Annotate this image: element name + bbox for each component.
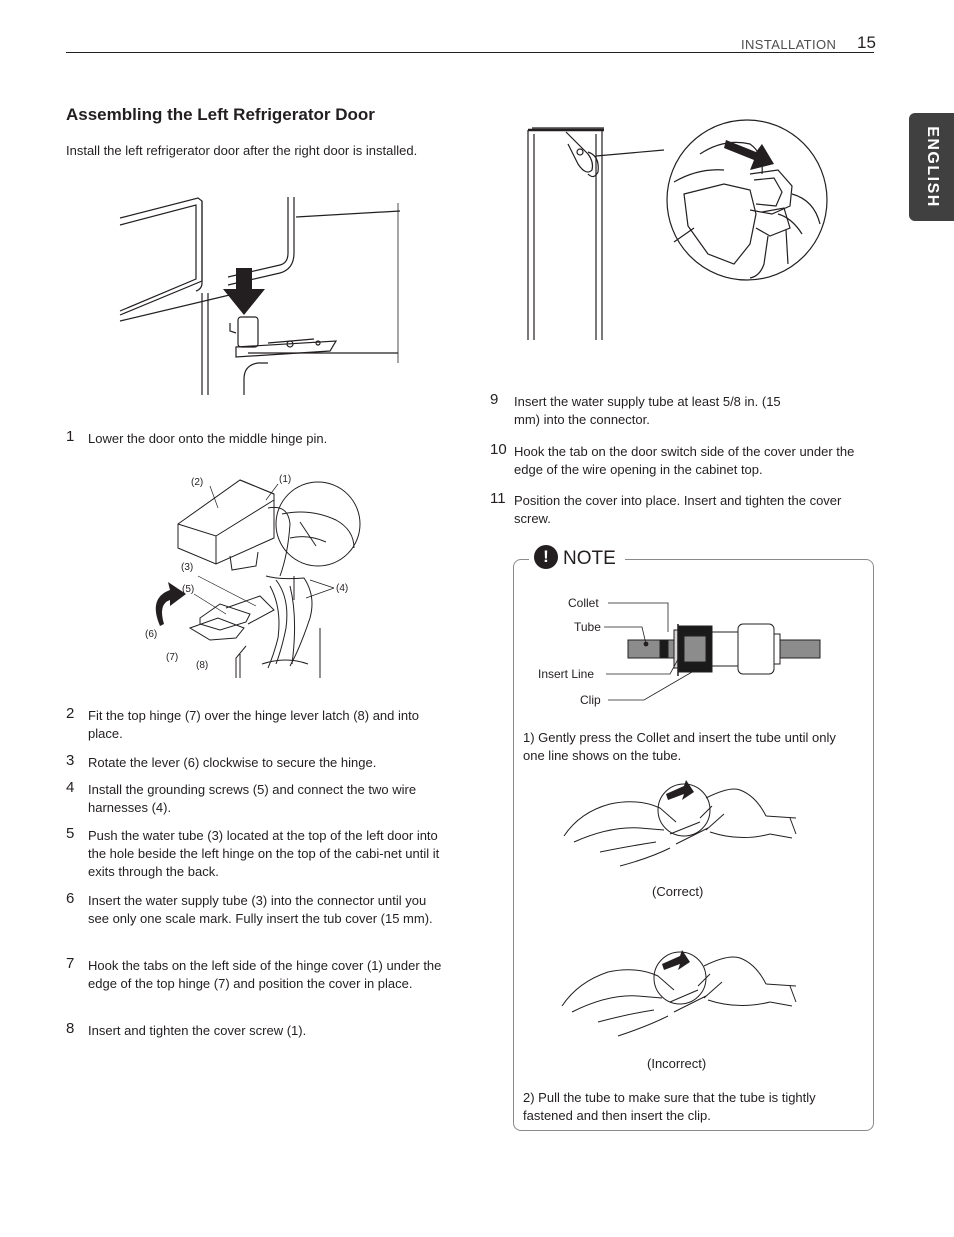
water-tube-connector-illustration <box>524 114 832 344</box>
door-hinge-pin-illustration <box>118 193 404 399</box>
step-number: 4 <box>66 779 75 796</box>
callout-3: (3) <box>181 562 194 573</box>
step-number: 6 <box>66 890 75 907</box>
step-text: Hook the tabs on the left side of the hinge cover (1) under the edge of the top hinge (7) and position the cover in place. <box>88 958 442 991</box>
section-label: INSTALLATION <box>741 37 837 52</box>
step-text: Insert the water supply tube (3) into the connector until you see only one scale mark. Fully insert the tub cover (15 mm). <box>88 893 433 926</box>
callout-7: (7) <box>166 652 179 663</box>
callout-5: (5) <box>182 584 195 595</box>
step-text: Insert and tighten the cover screw (1). <box>88 1023 307 1038</box>
down-arrow-icon <box>223 268 265 315</box>
label-clip: Clip <box>580 693 601 707</box>
header-rule <box>66 52 874 53</box>
callout-8: (8) <box>196 660 209 671</box>
step-text: Push the water tube (3) located at the top of the left door into the hole beside the left hinge on the top of the cabi-net until it exits through the back. <box>88 828 440 879</box>
note-item-1: 1) Gently press the Collet and insert the tube until only one line shows on the tube. <box>523 730 836 763</box>
step-number: 11 <box>490 490 506 507</box>
step-text: Hook the tab on the door switch side of the cover under the edge of the wire opening in the cabinet top. <box>514 444 855 477</box>
exclamation-icon: ! <box>534 545 558 569</box>
hands-correct-illustration <box>560 772 800 882</box>
step-text: Rotate the lever (6) clockwise to secure the hinge. <box>88 755 377 770</box>
step-number: 8 <box>66 1020 75 1037</box>
step-text: Position the cover into place. Insert and tighten the cover screw. <box>514 493 842 526</box>
label-collet: Collet <box>568 596 599 610</box>
page-number: 15 <box>857 33 876 52</box>
caption-incorrect: (Incorrect) <box>647 1056 707 1071</box>
correct-arrow-icon <box>666 780 694 800</box>
collet-tube-diagram <box>600 596 824 706</box>
insert-arrow-icon <box>724 140 774 170</box>
step-number: 1 <box>66 428 75 445</box>
step-number: 3 <box>66 752 75 769</box>
note-item-2: 2) Pull the tube to make sure that the tube is tightly fastened and then insert the clip. <box>523 1090 816 1123</box>
step-number: 7 <box>66 955 75 972</box>
label-tube: Tube <box>574 620 601 634</box>
hands-incorrect-illustration <box>558 942 800 1052</box>
step-text: Lower the door onto the middle hinge pin. <box>88 431 328 446</box>
page-title: Assembling the Left Refrigerator Door <box>66 105 375 124</box>
step-number: 9 <box>490 391 499 408</box>
step-number: 5 <box>66 825 75 842</box>
hinge-assembly-illustration <box>140 468 370 680</box>
caption-correct: (Correct) <box>652 884 704 899</box>
step-text: Install the grounding screws (5) and connect the two wire harnesses (4). <box>88 782 417 815</box>
callout-4: (4) <box>336 583 349 594</box>
intro-text: Install the left refrigerator door after the right door is installed. <box>66 143 418 158</box>
step-text: Fit the top hinge (7) over the hinge lever latch (8) and into place. <box>88 708 419 741</box>
step-text: Insert the water supply tube at least 5/8 in. (15 mm) into the connector. <box>514 394 781 427</box>
callout-1: (1) <box>279 474 292 485</box>
language-tab <box>909 113 954 221</box>
note-title: NOTE <box>563 548 616 569</box>
callout-2: (2) <box>191 477 204 488</box>
language-tab-label: ENGLISH <box>923 126 941 208</box>
label-insert-line: Insert Line <box>538 667 595 681</box>
step-number: 10 <box>490 441 507 458</box>
step-number: 2 <box>66 705 75 722</box>
callout-6: (6) <box>145 629 158 640</box>
